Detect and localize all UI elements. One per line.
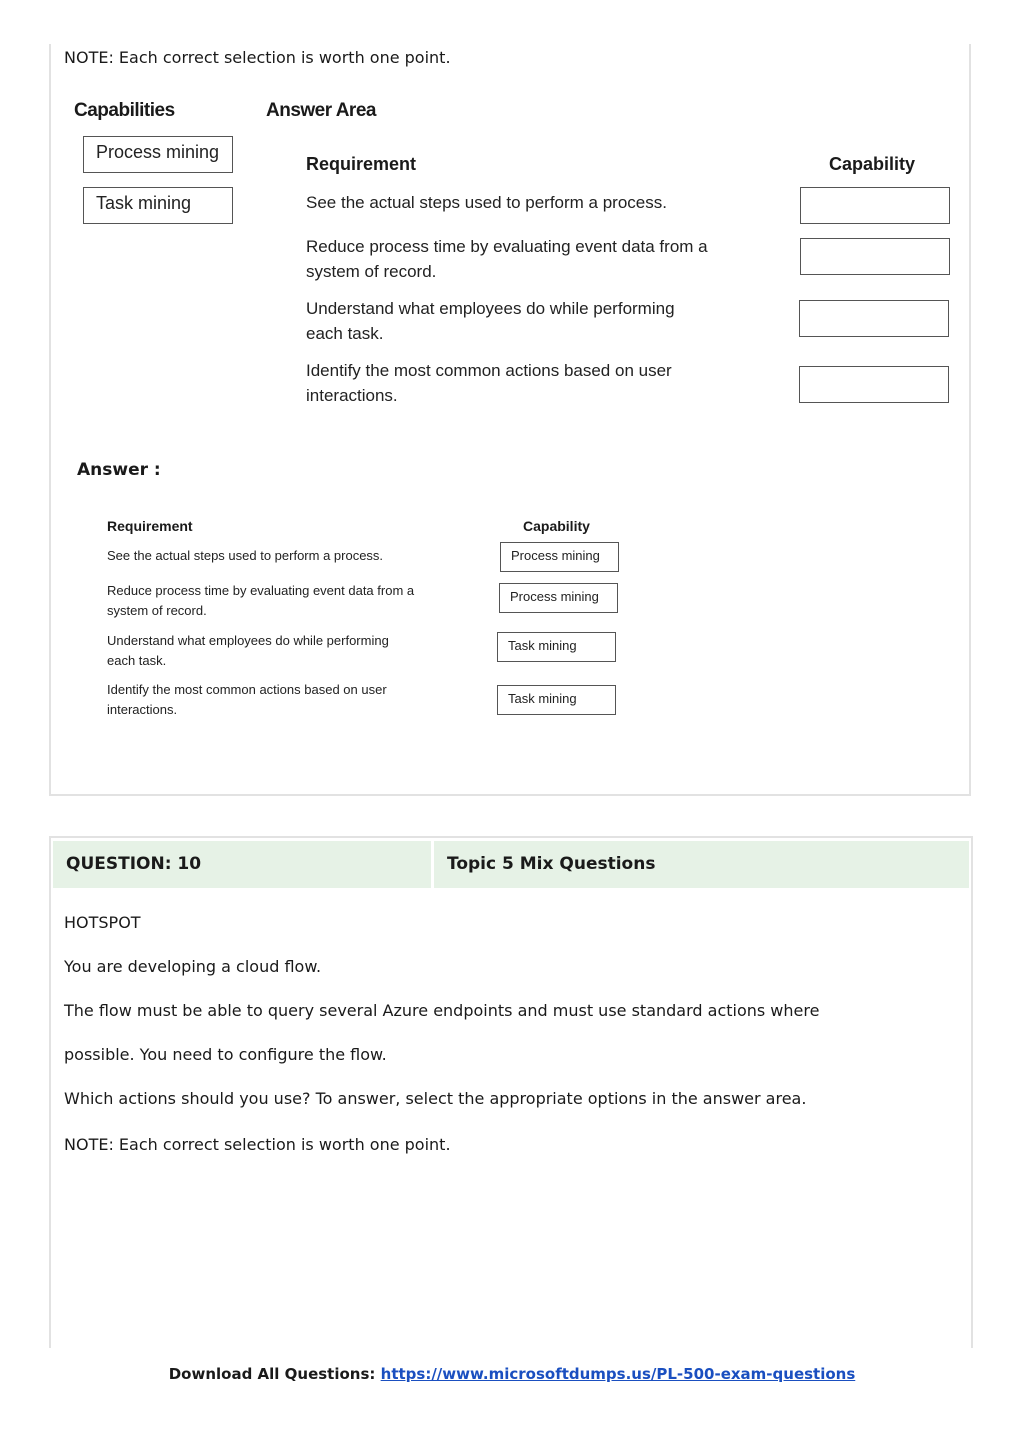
- requirement-header: Requirement: [306, 154, 417, 174]
- capability-drop-target-2: [800, 238, 950, 275]
- capability-header: Capability: [829, 154, 916, 174]
- answer-image: [107, 516, 627, 726]
- answer-label: Answer :: [77, 460, 161, 480]
- capability-drop-target-3: [799, 300, 949, 337]
- answer-capability-4: Task mining: [497, 685, 616, 715]
- answer-capability-header: Capability: [523, 518, 590, 534]
- question-type: HOTSPOT: [64, 913, 141, 932]
- question-topic: Topic 5 Mix Questions: [434, 841, 969, 888]
- exhibit-hotspot-image: [74, 96, 954, 426]
- question-number: QUESTION: 10: [53, 841, 431, 888]
- capability-drop-target-4: [799, 366, 949, 403]
- capabilities-title: Capabilities: [74, 100, 175, 121]
- answer-capability-2: Process mining: [499, 583, 618, 613]
- answer-requirement-2: Reduce process time by evaluating event data from a system of record.: [107, 583, 415, 618]
- capability-option-task-mining: Task mining: [83, 187, 233, 224]
- answer-requirement-header: Requirement: [107, 518, 193, 534]
- question-note: NOTE: Each correct selection is worth one point.: [64, 1135, 451, 1154]
- question-paragraph-4: Which actions should you use? To answer, select the appropriate options in the answer area.: [64, 1089, 807, 1108]
- footer-label: Download All Questions:: [168, 1365, 381, 1383]
- requirement-1: See the actual steps used to perform a process.: [306, 193, 667, 212]
- question-paragraph-2: The flow must be able to query several Azure endpoints and must use standard actions where: [64, 1001, 820, 1020]
- capability-option-process-mining: Process mining: [83, 136, 233, 173]
- question-header: [53, 841, 969, 888]
- answer-requirement-3: Understand what employees do while performing each task.: [107, 633, 389, 668]
- answer-requirement-4: Identify the most common actions based on user interactions.: [107, 682, 387, 717]
- requirement-3: Understand what employees do while performing each task.: [306, 299, 675, 343]
- requirement-4: Identify the most common actions based on user interactions.: [306, 361, 672, 405]
- answer-requirement-1: See the actual steps used to perform a process.: [107, 548, 384, 563]
- note-text: NOTE: Each correct selection is worth one point.: [64, 48, 451, 67]
- answer-capability-3: Task mining: [497, 632, 616, 662]
- answer-capability-1: Process mining: [500, 542, 619, 572]
- capability-drop-target-1: [800, 187, 950, 224]
- requirement-2: Reduce process time by evaluating event data from a system of record.: [306, 237, 708, 281]
- question-paragraph-1: You are developing a cloud flow.: [64, 957, 322, 976]
- question-paragraph-3: possible. You need to configure the flow.: [64, 1045, 387, 1064]
- download-link[interactable]: https://www.microsoftdumps.us/PL-500-exam-questions: [380, 1365, 856, 1383]
- footer: [0, 1365, 1024, 1383]
- answer-area-title: Answer Area: [266, 100, 376, 121]
